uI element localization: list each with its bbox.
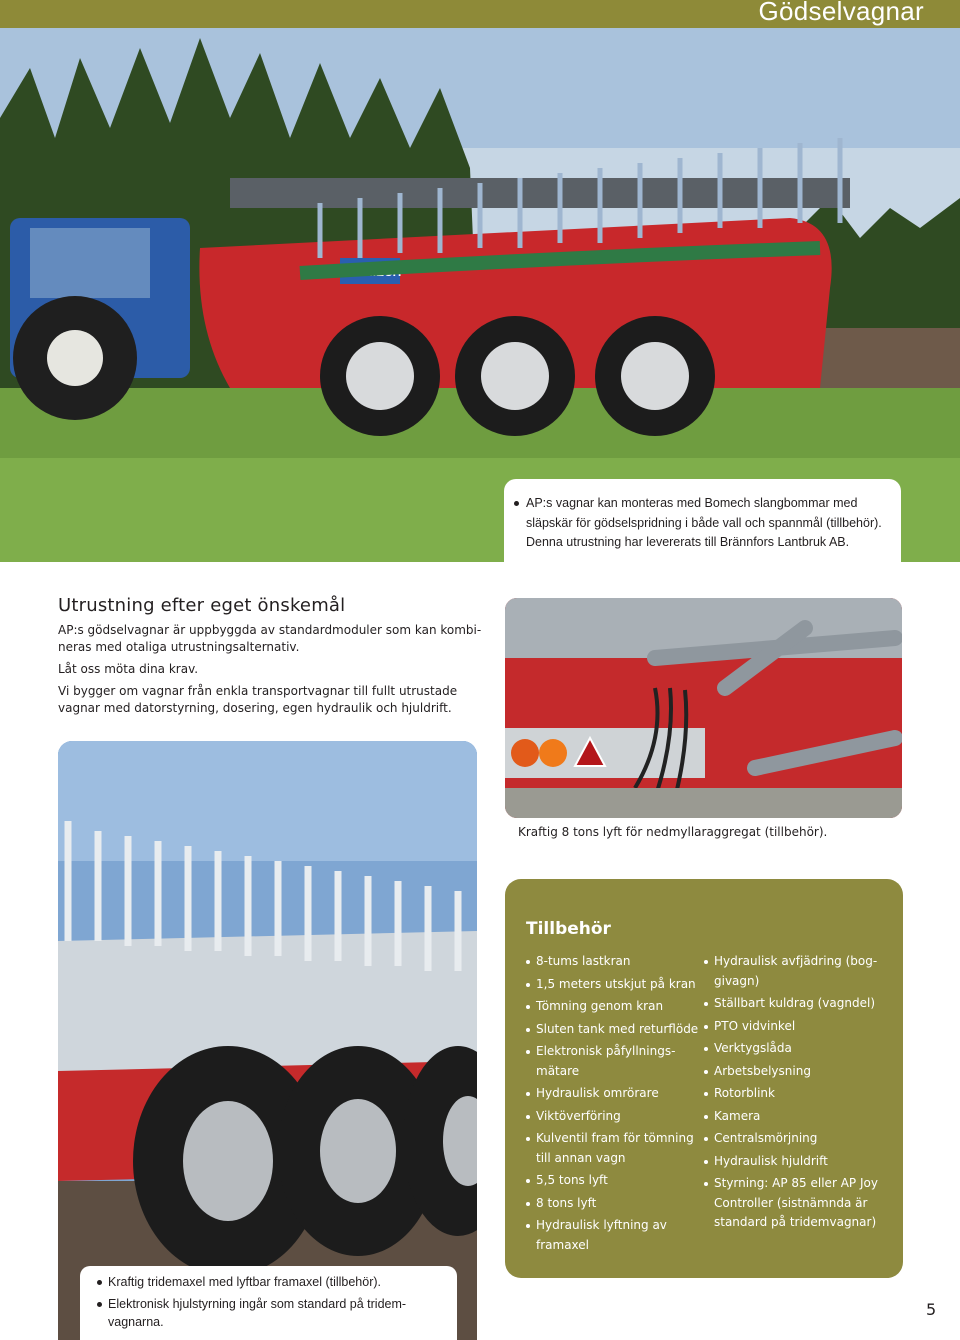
accessory-text: framaxel	[536, 1237, 590, 1252]
accessory-item	[536, 1084, 706, 1104]
accessory-item	[714, 952, 896, 991]
bullet-icon	[526, 1028, 530, 1032]
accessories-list-right	[714, 952, 896, 1236]
bullet-icon	[704, 1137, 708, 1141]
bullet-icon	[526, 1050, 530, 1054]
bullet-icon	[704, 960, 708, 964]
paragraph-line: vagnar med datorstyrning, dosering, egen hydraulik och hjuldrift.	[58, 701, 452, 715]
accessory-text: Hydraulisk lyftning av	[536, 1218, 667, 1232]
accessory-item	[714, 1062, 896, 1082]
accessory-text: Styrning: AP 85 eller AP Joy	[714, 1176, 878, 1190]
accessory-item	[536, 975, 706, 995]
accessories-box	[505, 879, 903, 1278]
accessory-item	[536, 1020, 706, 1040]
accessory-item	[714, 994, 896, 1014]
list-item	[108, 1295, 447, 1331]
bullet-icon	[704, 1047, 708, 1051]
accessory-text: Rotorblink	[714, 1086, 775, 1100]
accessory-item	[536, 1042, 706, 1081]
accessory-text: Sluten tank med returflöde	[536, 1021, 699, 1036]
bullet-icon	[704, 1115, 708, 1119]
bullet-icon	[526, 1179, 530, 1183]
accessory-text: 1,5 meters utskjut på kran	[536, 976, 696, 991]
accessory-item	[536, 1107, 706, 1127]
section-title: Utrustning efter eget önskemål	[58, 595, 346, 616]
accessory-item	[714, 1129, 896, 1149]
list-item	[526, 494, 887, 553]
hitch-illustration	[505, 598, 902, 818]
tridem-illustration	[58, 741, 477, 1340]
accessory-item	[536, 1129, 706, 1168]
bullet-icon	[526, 983, 530, 987]
accessory-text: Tömning genom kran	[536, 999, 664, 1013]
hitch-caption: Kraftig 8 tons lyft för nedmyllaraggregat (tillbehör).	[518, 825, 828, 839]
bullet-icon	[526, 1202, 530, 1206]
accessory-text: till annan vagn	[536, 1150, 626, 1165]
bullet-icon	[526, 1137, 530, 1141]
bullet-icon	[526, 1224, 530, 1228]
paragraph-line: neras med otaliga utrustningsalternativ.	[58, 640, 300, 654]
accessory-text: givagn)	[714, 973, 760, 988]
caption-text: Kraftig tridemaxel med lyftbar framaxel (tillbehör).	[108, 1275, 382, 1289]
accessory-item	[536, 1194, 706, 1214]
accessory-text: Elektronisk påfyllnings-	[536, 1044, 676, 1058]
accessory-text: Hydraulisk hjuldrift	[714, 1153, 828, 1168]
accessory-text: 8 tons lyft	[536, 1195, 597, 1210]
paragraph-build	[58, 683, 488, 717]
tridem-caption	[80, 1266, 457, 1340]
accessory-text: Ställbart kuldrag (vagndel)	[714, 996, 875, 1010]
list-item	[108, 1273, 447, 1291]
bullet-icon	[704, 1160, 708, 1164]
bullet-icon	[526, 1115, 530, 1119]
accessory-item	[536, 952, 706, 972]
accessory-text: PTO vidvinkel	[714, 1018, 796, 1033]
bullet-icon	[704, 1025, 708, 1029]
accessories-list-left	[536, 952, 706, 1258]
accessory-text: Controller (sistnämnda är	[714, 1195, 868, 1210]
paragraph-line: AP:s gödselvagnar är uppbyggda av standardmoduler som kan kombi-	[58, 623, 482, 637]
bullet-icon	[704, 1002, 708, 1006]
accessory-text: 5,5 tons lyft	[536, 1173, 608, 1187]
caption-text: vagnarna.	[108, 1315, 164, 1329]
accessories-title: Tillbehör	[526, 919, 611, 939]
page-title: Gödselvagnar	[758, 0, 924, 26]
tridem-photo	[58, 741, 477, 1340]
accessory-item	[536, 1216, 706, 1255]
accessory-text: Viktöverföring	[536, 1108, 621, 1123]
accessory-text: Kulventil fram för tömning	[536, 1131, 694, 1145]
bullet-icon	[526, 1092, 530, 1096]
accessory-item	[714, 1017, 896, 1037]
bullet-icon	[97, 1280, 102, 1285]
bullet-icon	[526, 1005, 530, 1009]
page-number: 5	[926, 1300, 937, 1319]
paragraph-intro	[58, 622, 488, 656]
caption-text: Elektronisk hjulstyrning ingår som standard på tridem-	[108, 1297, 407, 1311]
bullet-icon	[514, 501, 519, 506]
paragraph-line: Vi bygger om vagnar från enkla transportvagnar till fullt utrustade	[58, 684, 458, 698]
accessory-text: Arbetsbelysning	[714, 1063, 811, 1078]
accessory-item	[536, 1171, 706, 1191]
accessory-item	[714, 1152, 896, 1172]
accessory-text: 8-tums lastkran	[536, 954, 631, 968]
accessory-item	[714, 1107, 896, 1127]
bullet-icon	[704, 1182, 708, 1186]
accessory-item	[714, 1084, 896, 1104]
accessory-text: Centralsmörjning	[714, 1131, 818, 1145]
accessory-text: Kamera	[714, 1108, 761, 1123]
paragraph-krav: Låt oss möta dina krav.	[58, 662, 199, 676]
accessory-text: Verktygslåda	[714, 1041, 792, 1055]
accessory-text: standard på tridemvagnar)	[714, 1215, 877, 1229]
accessory-text: mätare	[536, 1063, 580, 1078]
accessory-text: Hydraulisk omrörare	[536, 1086, 659, 1100]
bullet-icon	[526, 960, 530, 964]
accessory-item	[714, 1039, 896, 1059]
bomech-sign: BOMECH	[348, 265, 402, 279]
bullet-icon	[704, 1092, 708, 1096]
hitch-photo	[505, 598, 902, 818]
bullet-icon	[704, 1070, 708, 1074]
main-photo-caption	[504, 479, 901, 562]
caption-text: AP:s vagnar kan monteras med Bomech slangbommar med släpskär för gödselspridning i både vall och spannmål (tillbehör). Denna utrustning har levererats till Brännfors Lantbruk AB.	[526, 496, 882, 549]
accessory-text: Hydraulisk avfjädring (bog-	[714, 954, 878, 968]
bullet-icon	[97, 1302, 102, 1307]
accessory-item	[714, 1174, 896, 1233]
accessory-item	[536, 997, 706, 1017]
